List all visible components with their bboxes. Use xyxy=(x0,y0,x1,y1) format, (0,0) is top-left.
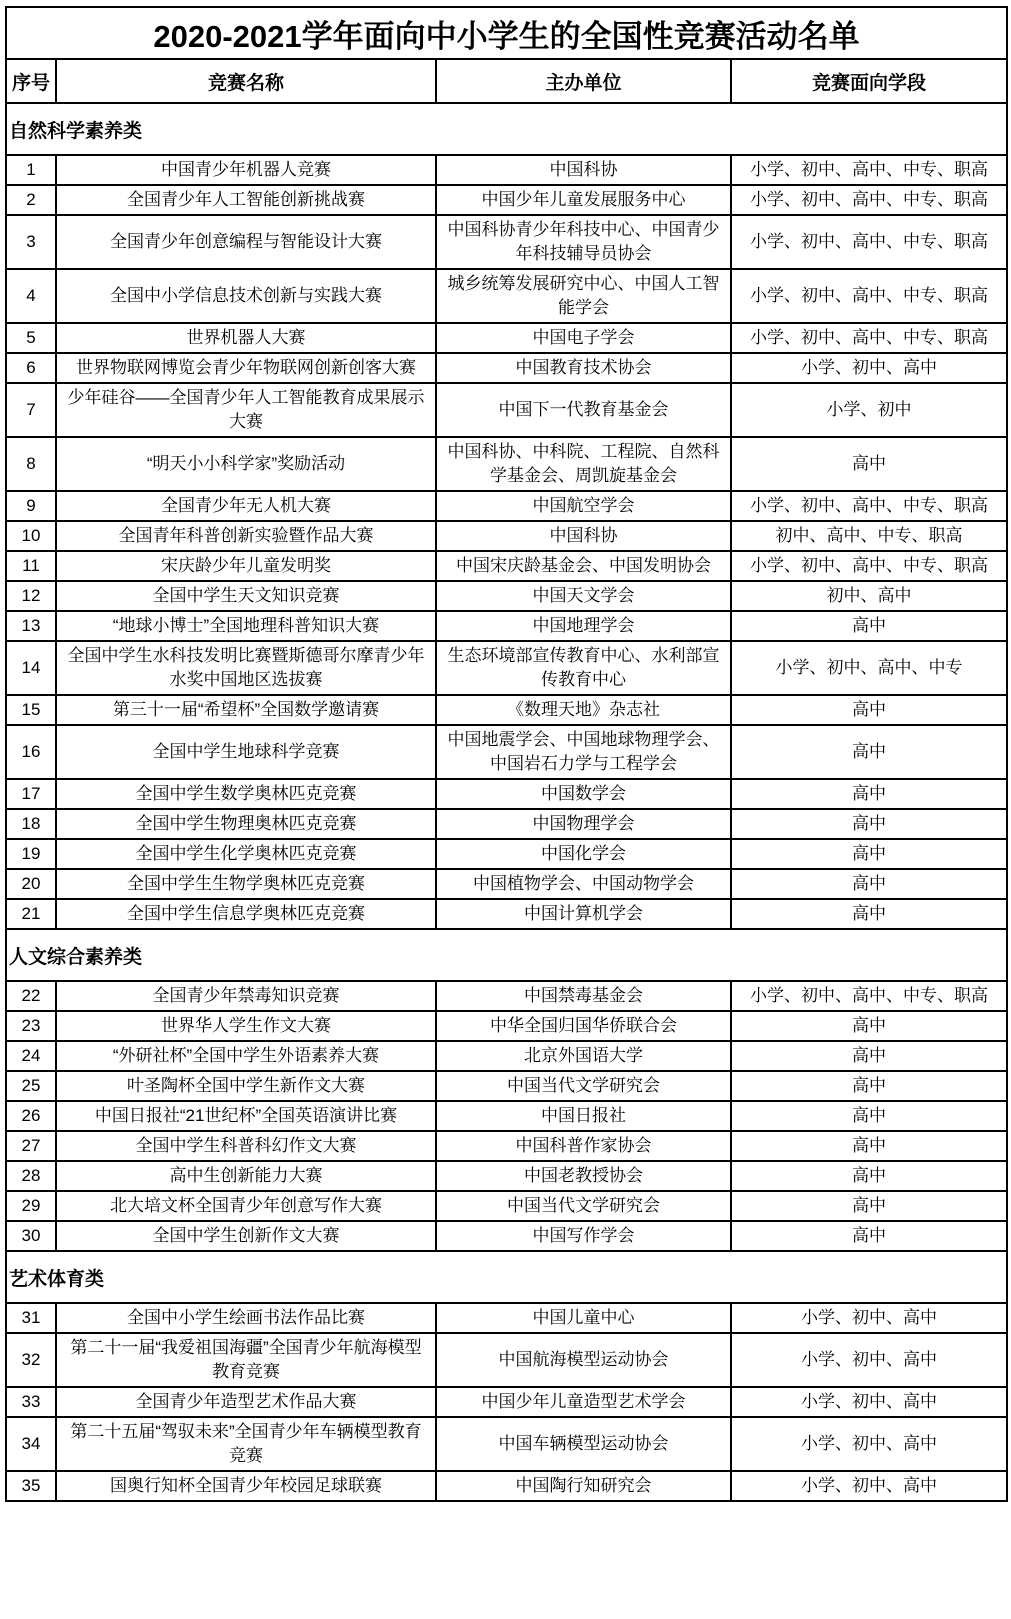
cell-levels: 高中 xyxy=(731,695,1007,725)
cell-name: 全国青年科普创新实验暨作品大赛 xyxy=(56,521,436,551)
cell-levels: 小学、初中、高中 xyxy=(731,1471,1007,1501)
cell-levels: 小学、初中、高中 xyxy=(731,1417,1007,1471)
cell-levels: 高中 xyxy=(731,1131,1007,1161)
cell-index: 7 xyxy=(6,383,56,437)
col-header-name: 竞赛名称 xyxy=(56,59,436,103)
cell-index: 33 xyxy=(6,1387,56,1417)
table-row xyxy=(6,491,1007,521)
cell-organizer: 中国科普作家协会 xyxy=(436,1131,731,1161)
cell-name: 全国中学生生物学奥林匹克竞赛 xyxy=(56,869,436,899)
cell-organizer: 中国电子学会 xyxy=(436,323,731,353)
table-row xyxy=(6,1191,1007,1221)
cell-organizer: 中国陶行知研究会 xyxy=(436,1471,731,1501)
cell-index: 16 xyxy=(6,725,56,779)
cell-index: 22 xyxy=(6,981,56,1011)
cell-organizer: 中国地理学会 xyxy=(436,611,731,641)
table-row xyxy=(6,611,1007,641)
table-row xyxy=(6,1221,1007,1251)
cell-levels: 高中 xyxy=(731,1071,1007,1101)
cell-organizer: 中国儿童中心 xyxy=(436,1303,731,1333)
page-title: 2020-2021学年面向中小学生的全国性竞赛活动名单 xyxy=(6,7,1007,59)
table-row xyxy=(6,581,1007,611)
cell-organizer: 中国航海模型运动协会 xyxy=(436,1333,731,1387)
cell-index: 30 xyxy=(6,1221,56,1251)
cell-levels: 小学、初中、高中、中专、职高 xyxy=(731,185,1007,215)
table-row xyxy=(6,551,1007,581)
cell-levels: 高中 xyxy=(731,1101,1007,1131)
table-row xyxy=(6,1417,1007,1471)
cell-name: 叶圣陶杯全国中学生新作文大赛 xyxy=(56,1071,436,1101)
cell-name: 第二十五届“驾驭未来”全国青少年车辆模型教育竞赛 xyxy=(56,1417,436,1471)
cell-index: 24 xyxy=(6,1041,56,1071)
cell-name: 全国中小学信息技术创新与实践大赛 xyxy=(56,269,436,323)
table-body xyxy=(6,103,1007,1501)
section-row xyxy=(6,103,1007,155)
cell-name: 全国中学生数学奥林匹克竞赛 xyxy=(56,779,436,809)
cell-organizer: 中国老教授协会 xyxy=(436,1161,731,1191)
cell-organizer: 中国少年儿童发展服务中心 xyxy=(436,185,731,215)
cell-index: 11 xyxy=(6,551,56,581)
cell-levels: 小学、初中、高中、中专、职高 xyxy=(731,155,1007,185)
cell-name: 全国中学生信息学奥林匹克竞赛 xyxy=(56,899,436,929)
title-row xyxy=(6,7,1007,59)
table-row xyxy=(6,155,1007,185)
cell-organizer: 《数理天地》杂志社 xyxy=(436,695,731,725)
cell-organizer: 中国教育技术协会 xyxy=(436,353,731,383)
table-row xyxy=(6,1161,1007,1191)
table-row xyxy=(6,1131,1007,1161)
cell-levels: 高中 xyxy=(731,899,1007,929)
cell-index: 10 xyxy=(6,521,56,551)
table-row xyxy=(6,869,1007,899)
cell-index: 25 xyxy=(6,1071,56,1101)
cell-organizer: 中国当代文学研究会 xyxy=(436,1071,731,1101)
table-row xyxy=(6,1387,1007,1417)
table-row xyxy=(6,899,1007,929)
cell-index: 13 xyxy=(6,611,56,641)
cell-levels: 高中 xyxy=(731,1161,1007,1191)
cell-organizer: 中国日报社 xyxy=(436,1101,731,1131)
table-row xyxy=(6,185,1007,215)
table-row xyxy=(6,1041,1007,1071)
section-header: 人文综合素养类 xyxy=(6,929,1007,981)
cell-index: 8 xyxy=(6,437,56,491)
cell-index: 2 xyxy=(6,185,56,215)
cell-name: 中国日报社“21世纪杯”全国英语演讲比赛 xyxy=(56,1101,436,1131)
table-row xyxy=(6,641,1007,695)
cell-levels: 高中 xyxy=(731,611,1007,641)
cell-organizer: 中国天文学会 xyxy=(436,581,731,611)
section-row xyxy=(6,929,1007,981)
cell-levels: 小学、初中、高中、中专、职高 xyxy=(731,215,1007,269)
cell-levels: 高中 xyxy=(731,1011,1007,1041)
table-row xyxy=(6,1333,1007,1387)
cell-organizer: 中国科协 xyxy=(436,155,731,185)
cell-organizer: 中国科协青少年科技中心、中国青少年科技辅导员协会 xyxy=(436,215,731,269)
cell-levels: 小学、初中、高中、中专 xyxy=(731,641,1007,695)
cell-levels: 初中、高中、中专、职高 xyxy=(731,521,1007,551)
cell-levels: 小学、初中 xyxy=(731,383,1007,437)
cell-organizer: 城乡统筹发展研究中心、中国人工智能学会 xyxy=(436,269,731,323)
cell-organizer: 中国航空学会 xyxy=(436,491,731,521)
cell-index: 19 xyxy=(6,839,56,869)
cell-index: 28 xyxy=(6,1161,56,1191)
cell-organizer: 中国地震学会、中国地球物理学会、中国岩石力学与工程学会 xyxy=(436,725,731,779)
cell-organizer: 中国植物学会、中国动物学会 xyxy=(436,869,731,899)
cell-name: 国奥行知杯全国青少年校园足球联赛 xyxy=(56,1471,436,1501)
cell-levels: 高中 xyxy=(731,839,1007,869)
cell-organizer: 中国下一代教育基金会 xyxy=(436,383,731,437)
cell-levels: 小学、初中、高中 xyxy=(731,1333,1007,1387)
table-row xyxy=(6,725,1007,779)
col-header-organizer: 主办单位 xyxy=(436,59,731,103)
table-row xyxy=(6,383,1007,437)
cell-name: 北大培文杯全国青少年创意写作大赛 xyxy=(56,1191,436,1221)
cell-levels: 高中 xyxy=(731,725,1007,779)
cell-organizer: 中国宋庆龄基金会、中国发明协会 xyxy=(436,551,731,581)
table-row xyxy=(6,437,1007,491)
cell-index: 23 xyxy=(6,1011,56,1041)
cell-levels: 小学、初中、高中 xyxy=(731,1387,1007,1417)
cell-organizer: 中国写作学会 xyxy=(436,1221,731,1251)
table-row xyxy=(6,1071,1007,1101)
cell-organizer: 中国科协 xyxy=(436,521,731,551)
table-row xyxy=(6,269,1007,323)
cell-index: 29 xyxy=(6,1191,56,1221)
section-row xyxy=(6,1251,1007,1303)
cell-organizer: 中华全国归国华侨联合会 xyxy=(436,1011,731,1041)
cell-index: 21 xyxy=(6,899,56,929)
cell-name: 全国中学生物理奥林匹克竞赛 xyxy=(56,809,436,839)
cell-organizer: 中国少年儿童造型艺术学会 xyxy=(436,1387,731,1417)
cell-name: 全国青少年创意编程与智能设计大赛 xyxy=(56,215,436,269)
cell-organizer: 中国计算机学会 xyxy=(436,899,731,929)
cell-organizer: 生态环境部宣传教育中心、水利部宣传教育中心 xyxy=(436,641,731,695)
cell-organizer: 中国当代文学研究会 xyxy=(436,1191,731,1221)
competitions-table xyxy=(5,6,1008,1502)
table-row xyxy=(6,1471,1007,1501)
cell-levels: 高中 xyxy=(731,1221,1007,1251)
cell-name: “明天小小科学家”奖励活动 xyxy=(56,437,436,491)
cell-name: 世界华人学生作文大赛 xyxy=(56,1011,436,1041)
cell-index: 9 xyxy=(6,491,56,521)
cell-index: 14 xyxy=(6,641,56,695)
cell-name: 少年硅谷——全国青少年人工智能教育成果展示大赛 xyxy=(56,383,436,437)
cell-name: 世界物联网博览会青少年物联网创新创客大赛 xyxy=(56,353,436,383)
cell-index: 34 xyxy=(6,1417,56,1471)
cell-levels: 初中、高中 xyxy=(731,581,1007,611)
cell-name: 全国中学生地球科学竞赛 xyxy=(56,725,436,779)
cell-name: 第三十一届“希望杯”全国数学邀请赛 xyxy=(56,695,436,725)
cell-organizer: 中国化学会 xyxy=(436,839,731,869)
cell-name: 全国中学生天文知识竞赛 xyxy=(56,581,436,611)
cell-name: 宋庆龄少年儿童发明奖 xyxy=(56,551,436,581)
cell-levels: 小学、初中、高中、中专、职高 xyxy=(731,269,1007,323)
cell-index: 27 xyxy=(6,1131,56,1161)
cell-name: 全国中学生水科技发明比赛暨斯德哥尔摩青少年水奖中国地区选拔赛 xyxy=(56,641,436,695)
table-row xyxy=(6,779,1007,809)
header-row xyxy=(6,59,1007,103)
cell-name: 全国青少年造型艺术作品大赛 xyxy=(56,1387,436,1417)
cell-name: 高中生创新能力大赛 xyxy=(56,1161,436,1191)
cell-levels: 小学、初中、高中 xyxy=(731,1303,1007,1333)
table-row xyxy=(6,809,1007,839)
cell-organizer: 中国物理学会 xyxy=(436,809,731,839)
cell-index: 26 xyxy=(6,1101,56,1131)
col-header-levels: 竞赛面向学段 xyxy=(731,59,1007,103)
cell-levels: 小学、初中、高中、中专、职高 xyxy=(731,551,1007,581)
cell-levels: 小学、初中、高中、中专、职高 xyxy=(731,323,1007,353)
cell-levels: 高中 xyxy=(731,1191,1007,1221)
cell-levels: 高中 xyxy=(731,779,1007,809)
cell-name: “外研社杯”全国中学生外语素养大赛 xyxy=(56,1041,436,1071)
table-row xyxy=(6,1101,1007,1131)
cell-name: 第二十一届“我爱祖国海疆”全国青少年航海模型教育竞赛 xyxy=(56,1333,436,1387)
table-row xyxy=(6,981,1007,1011)
cell-index: 17 xyxy=(6,779,56,809)
table-row xyxy=(6,1011,1007,1041)
table-row xyxy=(6,353,1007,383)
cell-organizer: 北京外国语大学 xyxy=(436,1041,731,1071)
cell-name: 世界机器人大赛 xyxy=(56,323,436,353)
cell-index: 35 xyxy=(6,1471,56,1501)
cell-levels: 高中 xyxy=(731,869,1007,899)
cell-index: 3 xyxy=(6,215,56,269)
section-header: 自然科学素养类 xyxy=(6,103,1007,155)
cell-index: 31 xyxy=(6,1303,56,1333)
cell-organizer: 中国数学会 xyxy=(436,779,731,809)
cell-levels: 高中 xyxy=(731,1041,1007,1071)
cell-index: 12 xyxy=(6,581,56,611)
col-header-index: 序号 xyxy=(6,59,56,103)
cell-index: 1 xyxy=(6,155,56,185)
table-row xyxy=(6,521,1007,551)
cell-name: 全国中学生化学奥林匹克竞赛 xyxy=(56,839,436,869)
cell-index: 5 xyxy=(6,323,56,353)
table-row xyxy=(6,215,1007,269)
section-header: 艺术体育类 xyxy=(6,1251,1007,1303)
cell-name: 中国青少年机器人竞赛 xyxy=(56,155,436,185)
cell-levels: 小学、初中、高中、中专、职高 xyxy=(731,491,1007,521)
cell-name: 全国青少年禁毒知识竞赛 xyxy=(56,981,436,1011)
cell-levels: 高中 xyxy=(731,437,1007,491)
cell-name: 全国中学生创新作文大赛 xyxy=(56,1221,436,1251)
cell-name: 全国青少年人工智能创新挑战赛 xyxy=(56,185,436,215)
cell-index: 4 xyxy=(6,269,56,323)
cell-index: 6 xyxy=(6,353,56,383)
cell-levels: 小学、初中、高中、中专、职高 xyxy=(731,981,1007,1011)
table-row xyxy=(6,695,1007,725)
cell-name: “地球小博士”全国地理科普知识大赛 xyxy=(56,611,436,641)
cell-index: 15 xyxy=(6,695,56,725)
cell-levels: 高中 xyxy=(731,809,1007,839)
cell-index: 20 xyxy=(6,869,56,899)
cell-organizer: 中国科协、中科院、工程院、自然科学基金会、周凯旋基金会 xyxy=(436,437,731,491)
cell-organizer: 中国车辆模型运动协会 xyxy=(436,1417,731,1471)
table-row xyxy=(6,1303,1007,1333)
cell-name: 全国青少年无人机大赛 xyxy=(56,491,436,521)
cell-organizer: 中国禁毒基金会 xyxy=(436,981,731,1011)
table-row xyxy=(6,323,1007,353)
table-row xyxy=(6,839,1007,869)
cell-levels: 小学、初中、高中 xyxy=(731,353,1007,383)
cell-index: 32 xyxy=(6,1333,56,1387)
cell-name: 全国中学生科普科幻作文大赛 xyxy=(56,1131,436,1161)
cell-index: 18 xyxy=(6,809,56,839)
cell-name: 全国中小学生绘画书法作品比赛 xyxy=(56,1303,436,1333)
